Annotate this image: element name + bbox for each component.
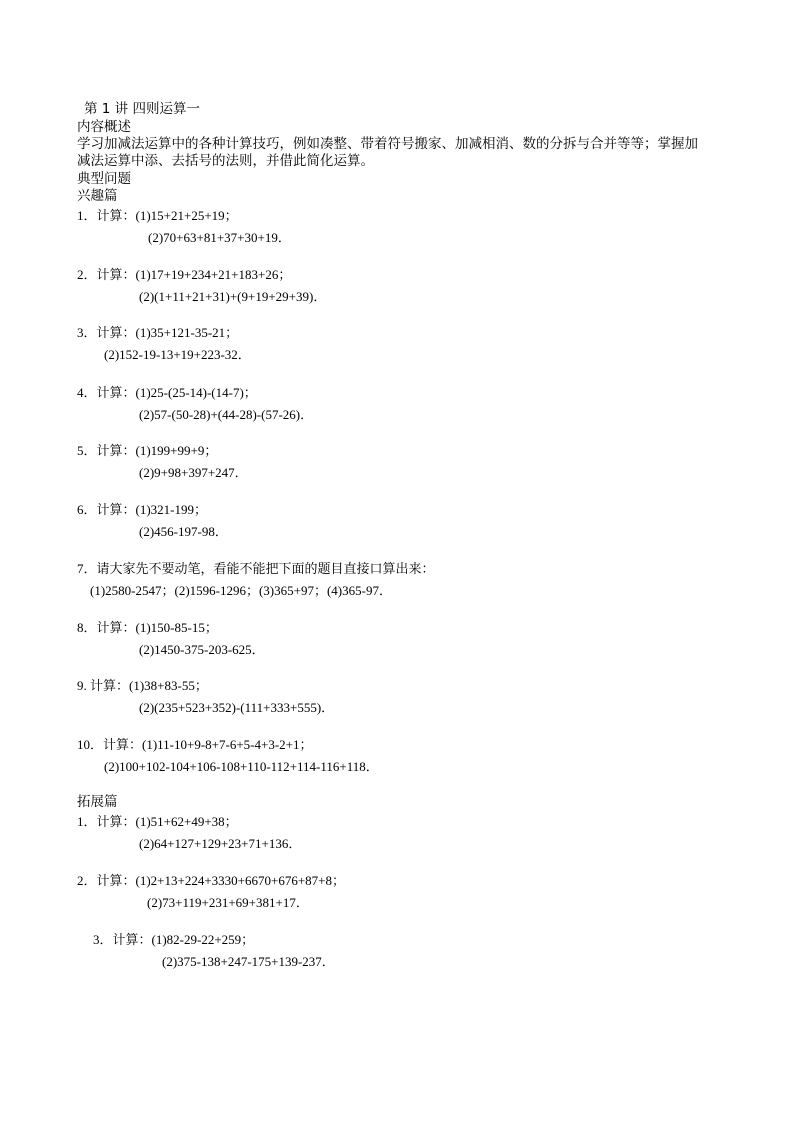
- interest-problem-3: 3．计算：(1)35+121-35-21；: [77, 325, 239, 340]
- interest-problem-10: 10．计算：(1)11-10+9-8+7-6+5-4+3-2+1；: [77, 737, 313, 752]
- interest-problem-7: 7．请大家先不要动笔，看能不能把下面的题目直接口算出来：: [77, 561, 435, 576]
- typical-heading: 典型问题: [77, 171, 131, 187]
- interest-problem-4-part-2: (2)57-(50-28)+(44-28)-(57-26)．: [139, 407, 314, 422]
- interest-problem-1: 1．计算：(1)15+21+25+19；: [77, 208, 238, 223]
- overview-line-2: 减法运算中添、去括号的法则，并借此简化运算。: [77, 153, 374, 169]
- overview-heading: 内容概述: [77, 119, 131, 135]
- interest-problem-5-part-2: (2)9+98+397+247．: [139, 465, 248, 480]
- interest-problem-10-part-2: (2)100+102-104+106-108+110-112+114-116+118．: [104, 759, 379, 774]
- interest-problem-4: 4．计算：(1)25-(25-14)-(14-7)；: [77, 385, 257, 400]
- interest-heading: 兴趣篇: [77, 188, 118, 204]
- interest-problem-9: 9. 计算：(1)38+83-55；: [77, 678, 208, 693]
- extend-problem-3-part-2: (2)375-138+247-175+139-237．: [162, 954, 335, 969]
- interest-problem-9-part-2: (2)(235+523+352)-(111+333+555)．: [139, 700, 335, 715]
- extend-problem-2-part-2: (2)73+119+231+69+381+17．: [147, 895, 309, 910]
- extend-problem-2: 2．计算：(1)2+13+224+3330+6670+676+87+8；: [77, 873, 345, 888]
- extend-problem-1: 1．计算：(1)51+62+49+38；: [77, 814, 238, 829]
- interest-problem-8-part-2: (2)1450-375-203-625．: [139, 642, 265, 657]
- extend-problem-1-part-2: (2)64+127+129+23+71+136．: [139, 836, 302, 851]
- interest-problem-6-part-2: (2)456-197-98．: [139, 524, 228, 539]
- interest-problem-5: 5．计算：(1)199+99+9；: [77, 443, 218, 458]
- interest-problem-2: 2．计算：(1)17+19+234+21+183+26；: [77, 267, 292, 282]
- lecture-title: 第 1 讲 四则运算一: [84, 101, 200, 117]
- interest-problem-1-part-2: (2)70+63+81+37+30+19．: [148, 230, 291, 245]
- interest-problem-8: 8．计算：(1)150-85-15；: [77, 620, 218, 635]
- interest-problem-6: 6．计算：(1)321-199；: [77, 502, 207, 517]
- extend-heading: 拓展篇: [77, 794, 118, 810]
- interest-problem-7-part-2: (1)2580-2547；(2)1596-1296；(3)365+97；(4)365-97．: [90, 583, 392, 598]
- overview-line-1: 学习加减法运算中的各种计算技巧，例如凑整、带着符号搬家、加减相消、数的分拆与合并等等；掌握加: [77, 136, 698, 152]
- interest-problem-3-part-2: (2)152-19-13+19+223-32．: [104, 347, 251, 362]
- extend-problem-3: 3．计算：(1)82-29-22+259；: [93, 932, 255, 947]
- interest-problem-2-part-2: (2)(1+11+21+31)+(9+19+29+39)．: [139, 289, 327, 304]
